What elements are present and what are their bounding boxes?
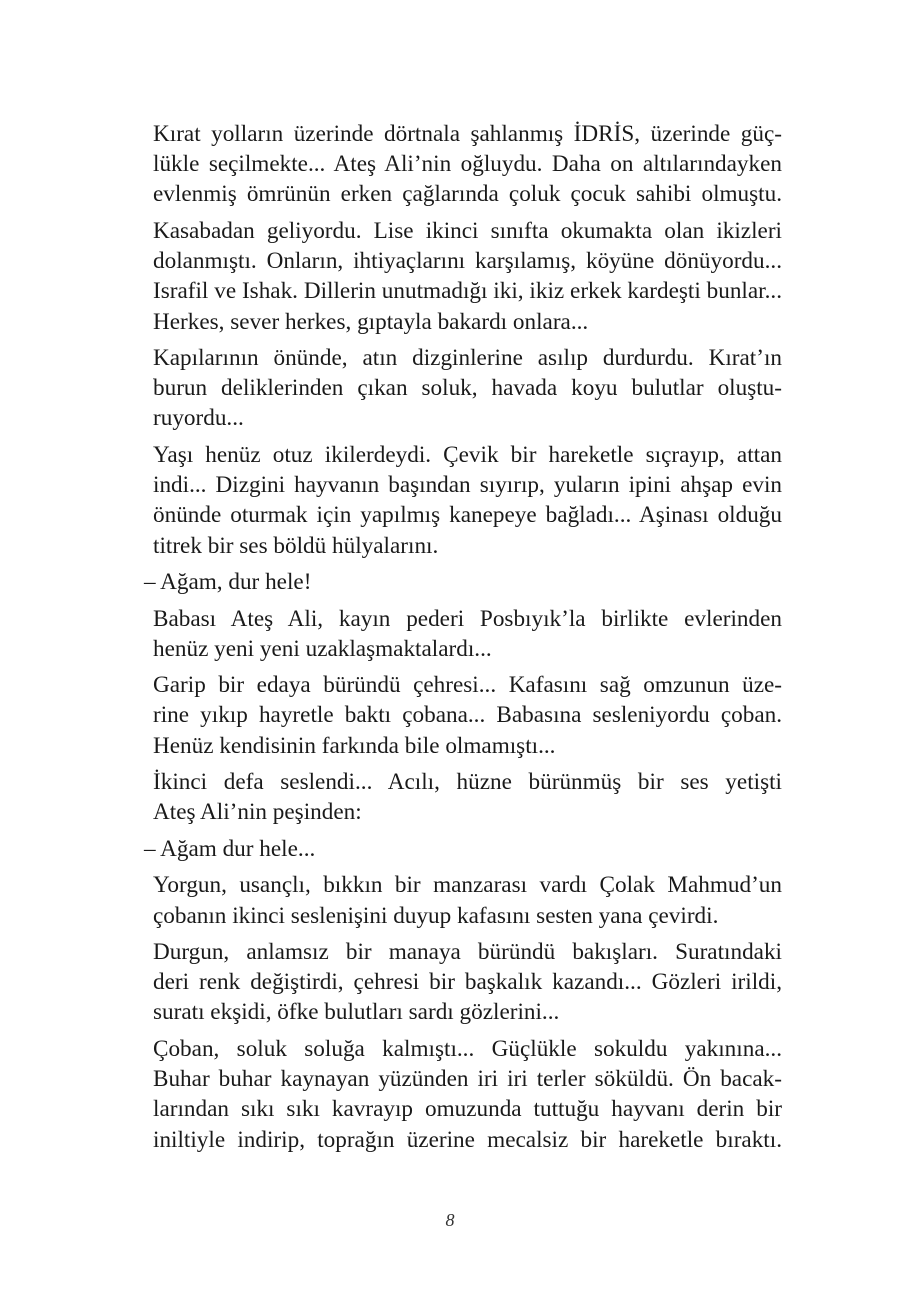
paragraph (121, 216, 782, 337)
paragraph (121, 604, 782, 664)
text-line: Herkes, sever herkes, gıptayla bakardı onlara... (153, 308, 589, 335)
text-line: Henüz kendisinin farkında bile olmamıştı... (153, 732, 556, 759)
text-line: Garip bir edaya büründü çehresi... Kafasını sağ omzunun üze- (153, 672, 782, 699)
body-text (121, 119, 782, 1161)
text-line: Buhar buhar kaynayan yüzünden iri iri terler söküldü. Ön bacak- (153, 1066, 782, 1093)
text-line: larından sıkı sıkı kavrayıp omuzunda tuttuğu hayvanı derin bir (153, 1096, 782, 1123)
text-line: Kasabadan geliyordu. Lise ikinci sınıfta okumakta olan ikizleri (153, 217, 782, 244)
paragraph (121, 767, 782, 827)
dialogue-line (121, 834, 782, 864)
text-line: Kırat yolların üzerinde dörtnala şahlanmış İDRİS, üzerinde güç- (153, 121, 782, 147)
text-line: rine yıkıp hayretle baktı çobana... Babasına sesleniyordu çoban. (153, 702, 782, 729)
text-line: Ateş Ali’nin peşinden: (153, 799, 362, 826)
text-line: – Ağam dur hele... (144, 835, 316, 862)
text-line: titrek bir ses böldü hülyalarını. (153, 532, 439, 559)
text-line: lükle seçilmekte... Ateş Ali’nin oğluydu. Daha on altılarındayken (153, 151, 782, 178)
paragraph (121, 343, 782, 434)
paragraph (121, 937, 782, 1028)
text-line: önünde oturmak için yapılmış kanepeye bağladı... Aşinası olduğu (153, 502, 782, 529)
paragraph (121, 870, 782, 930)
text-line: indi... Dizgini hayvanın başından sıyırıp, yuların ipini ahşap evin (153, 472, 782, 499)
text-line: Durgun, anlamsız bir manaya büründü bakışları. Suratındaki (153, 939, 782, 966)
text-line: Çoban, soluk soluğa kalmıştı... Güçlükle sokuldu yakınına... (153, 1035, 782, 1062)
text-line: henüz yeni yeni uzaklaşmaktalardı... (153, 635, 492, 662)
paragraph (121, 119, 782, 210)
text-line: burun deliklerinden çıkan soluk, havada koyu bulutlar oluştu- (153, 375, 782, 402)
text-line: iniltiyle indirip, toprağın üzerine mecalsiz bir hareketle bıraktı. (153, 1126, 782, 1153)
text-line: çobanın ikinci seslenişini duyup kafasını sesten yana çevirdi. (153, 902, 719, 929)
dialogue-line (121, 567, 782, 597)
text-line: evlenmiş ömrünün erken çağlarında çoluk çocuk sahibi olmuştu. (153, 181, 782, 208)
text-line: Yaşı henüz otuz ikilerdeydi. Çevik bir hareketle sıçrayıp, attan (153, 441, 782, 468)
paragraph (121, 1034, 782, 1155)
text-line: ruyordu... (153, 405, 244, 432)
text-line: deri renk değiştirdi, çehresi bir başkalık kazandı... Gözleri irildi, (153, 969, 782, 996)
text-line: suratı ekşidi, öfke bulutları sardı gözlerini... (153, 999, 560, 1026)
text-line: Kapılarının önünde, atın dizginlerine asılıp durdurdu. Kırat’ın (153, 345, 782, 372)
paragraph (121, 440, 782, 561)
text-line: Yorgun, usançlı, bıkkın bir manzarası vardı Çolak Mahmud’un (153, 872, 782, 899)
text-line: Israfil ve Ishak. Dillerin unutmadığı iki, ikiz erkek kardeşti bunlar... (153, 278, 782, 305)
text-line: dolanmıştı. Onların, ihtiyaçlarını karşılamış, köyüne dönüyordu... (153, 248, 782, 275)
text-line: – Ağam, dur hele! (144, 569, 312, 596)
page-number: 8 (445, 1210, 455, 1230)
text-line: İkinci defa seslendi... Acılı, hüzne bürünmüş bir ses yetişti (153, 769, 782, 796)
paragraph (121, 670, 782, 761)
text-line: Babası Ateş Ali, kayın pederi Posbıyık’la birlikte evlerinden (153, 605, 782, 632)
